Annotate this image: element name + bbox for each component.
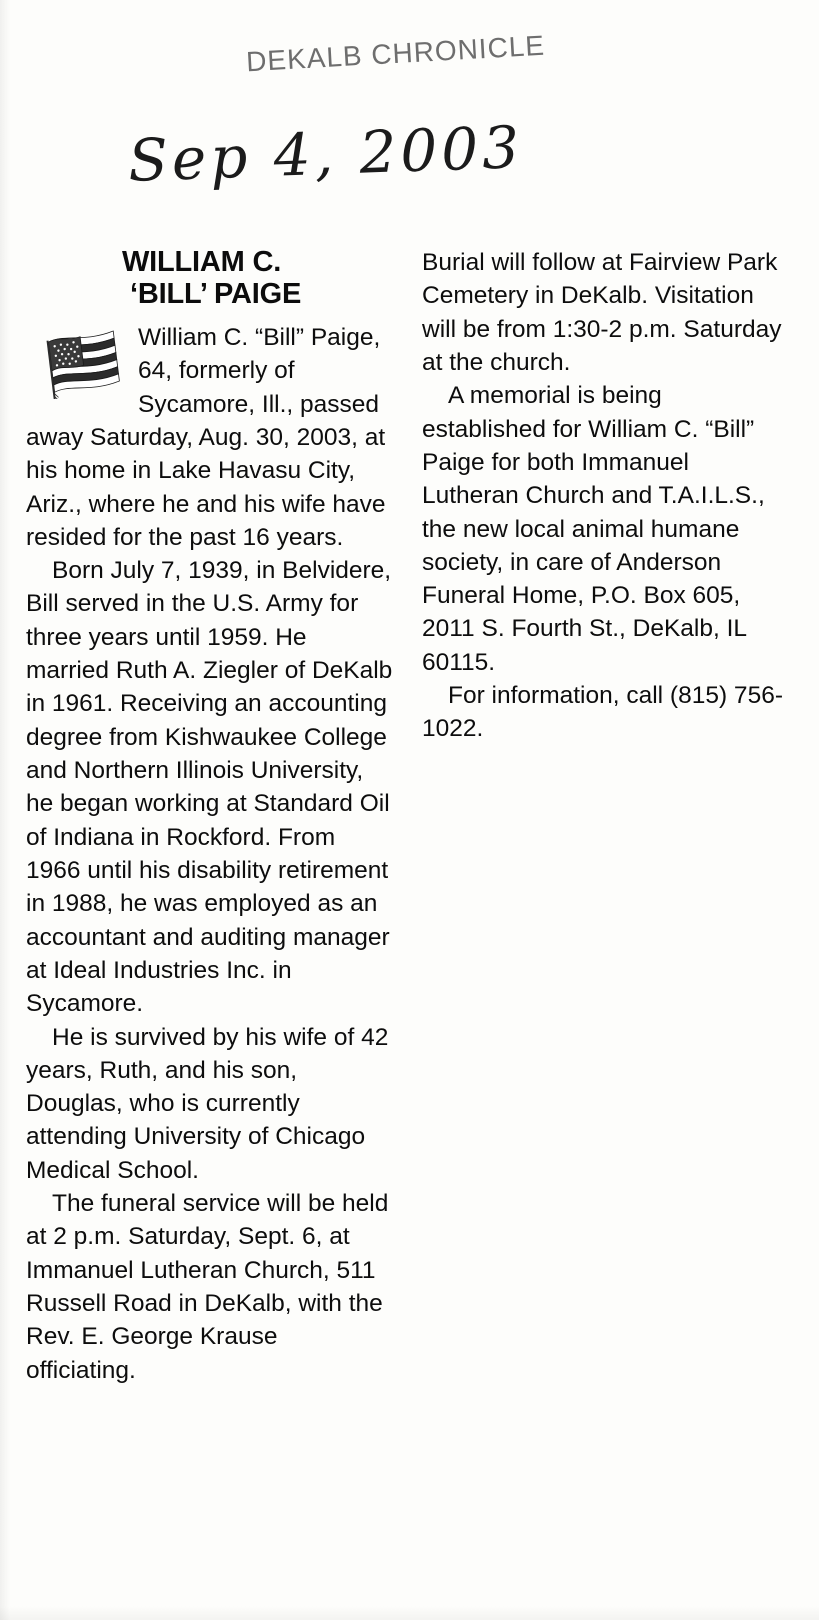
scan-edge-left [0,0,10,1620]
paragraph: He is survived by his wife of 42 years, Ruth, and his son, Douglas, who is currently attending University of Chicago Medical School. [26,1023,389,1184]
paragraph: Burial will follow at Fairview Park Cemetery in DeKalb. Visitation will be from 1:30-2 p.m. Saturday at the church. [422,249,782,376]
article-columns [26,246,796,1387]
paragraph: A memorial is being established for William C. “Bill” Paige for both Immanuel Lutheran Church and T.A.I.L.S., the new local animal humane society, in care of Anderson Funeral Home, P.O. Box 605, 2011 S. Fourth St., DeKalb, IL 60115. [422,382,765,676]
article-column-right [422,246,790,1387]
paragraph: Born July 7, 1939, in Belvidere, Bill served in the U.S. Army for three years until 1959. He married Ruth A. Ziegler of DeKalb in 1961. Receiving an accounting degree from Kishwaukee College and Northern Illinois University, he began working at Standard Oil of Indiana in Rockford. From 1966 until his disability retirement in 1988, he was employed as an accountant and auditing manager at Ideal Industries Inc. in Sycamore. [26,557,393,1018]
article-headline [26,246,394,311]
handwritten-date-annotation: Sep 4, 2003 [126,113,525,195]
paragraph: William C. “Bill” Paige, 64, formerly of Sycamore, Ill., passed away Saturday, Aug. 30, 2003, at his home in Lake Havasu City, Ariz., where he and his wife have resided for the past 16 years. [26,323,386,551]
scan-edge-bottom [0,1606,819,1620]
headline-line-1: WILLIAM C. [122,246,282,278]
newspaper-masthead: DEKALB CHRONICLE [245,29,546,78]
paragraph: The funeral service will be held at 2 p.m. Saturday, Sept. 6, at Immanuel Lutheran Church, 511 Russell Road in DeKalb, with the Rev. E. George Krause officiating. [26,1190,389,1384]
american-flag-icon [40,325,128,399]
article-body-right [422,246,790,746]
article-body-left [26,321,394,1387]
headline-line-2: ‘BILL’ PAIGE [130,278,302,311]
paragraph: For information, call (815) 756-1022. [422,682,783,743]
article-column-left [26,246,394,1387]
